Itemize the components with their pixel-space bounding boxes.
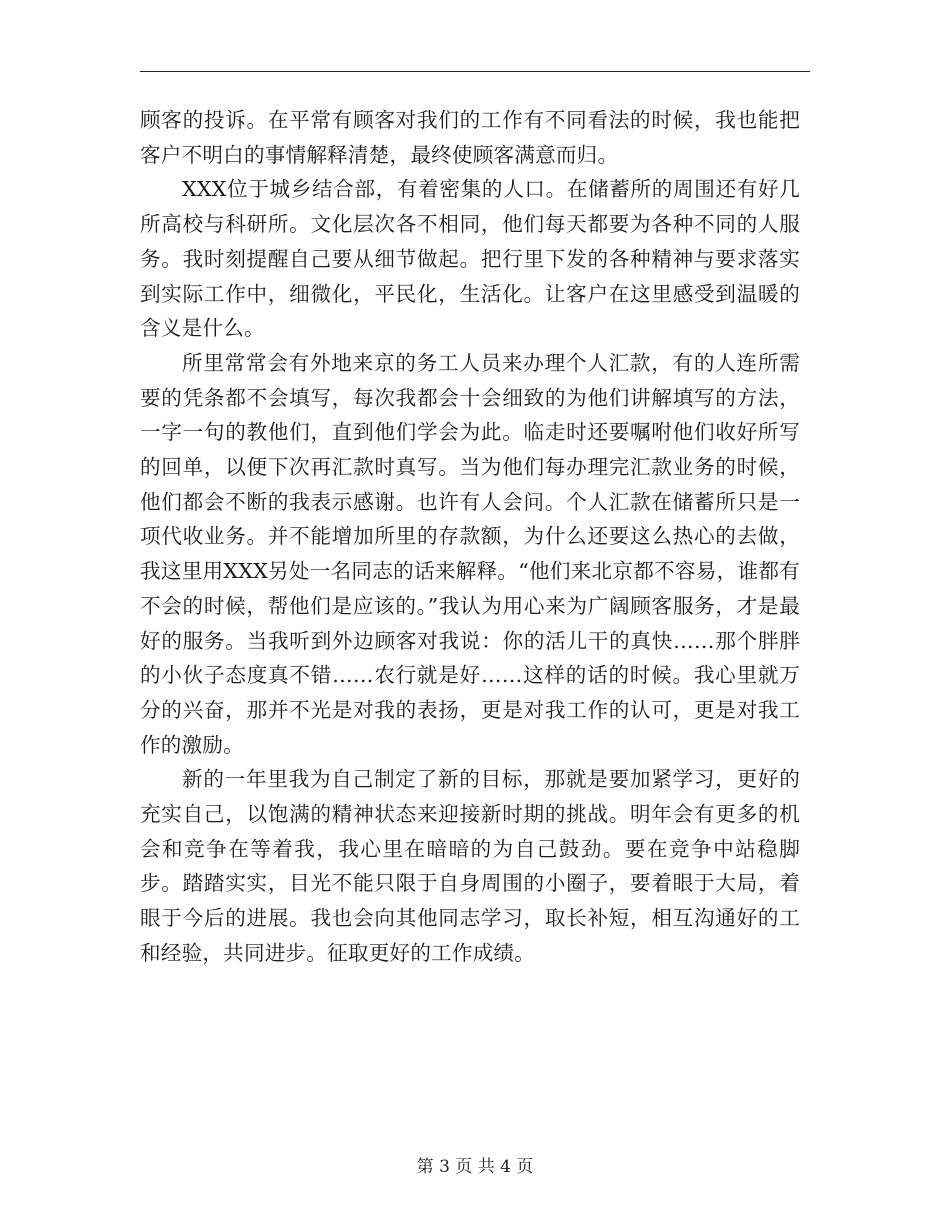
header-rule (140, 71, 810, 72)
paragraph-4: 新的一年里我为自己制定了新的目标，那就是要加紧学习，更好的充实自己，以饱满的精神状态来迎接新时期的挑战。明年会有更多的机会和竞争在等着我，我心里在暗暗的为自己鼓劲。要在竞争中站稳脚步。踏踏实实，目光不能只限于自身周围的小圈子，要着眼于大局，着眼于今后的进展。我也会向其他同志学习，取长补短，相互沟通好的工和经验，共同进步。征取更好的工作成绩。 (140, 767, 800, 965)
paragraph-3: 所里常常会有外地来京的务工人员来办理个人汇款，有的人连所需要的凭条都不会填写，每次我都会十会细致的为他们讲解填写的方法，一字一句的教他们，直到他们学会为此。临走时还要嘱咐他们收好所写的回单，以便下次再汇款时真写。当为他们每办理完汇款业务的时候，他们都会不断的我表示感谢。也许有人会问。个人汇款在储蓄所只是一项代收业务。并不能增加所里的存款额，为什么还要这么热心的去做，我这里用XXX另处一名同志的话来解释。“他们来北京都不容易，谁都有不会的时候，帮他们是应该的。”我认为用心来为广阔顾客服务，才是最好的服务。当我听到外边顾客对我说：你的活儿干的真快……那个胖胖的小伙子态度真不错……农行就是好……这样的话的时候。我心里就万分的兴奋，那并不光是对我的表扬，更是对我工作的认可，更是对我工作的激励。 (140, 350, 800, 757)
document-body (140, 103, 800, 971)
page-number-label: 第 3 页 共 4 页 (416, 1157, 534, 1177)
paragraph-1: 顾客的投诉。在平常有顾客对我们的工作有不同看法的时候，我也能把客户不明白的事情解释清楚，最终使顾客满意而归。 (140, 108, 800, 167)
page-footer (0, 1152, 950, 1177)
paragraph-2: XXX位于城乡结合部，有着密集的人口。在储蓄所的周围还有好几所高校与科研所。文化层次各不相同，他们每天都要为各种不同的人服务。我时刻提醒自己要从细节做起。把行里下发的各种精神与要求落实到实际工作中，细微化，平民化，生活化。让客户在这里感受到温暖的含义是什么。 (140, 177, 800, 341)
